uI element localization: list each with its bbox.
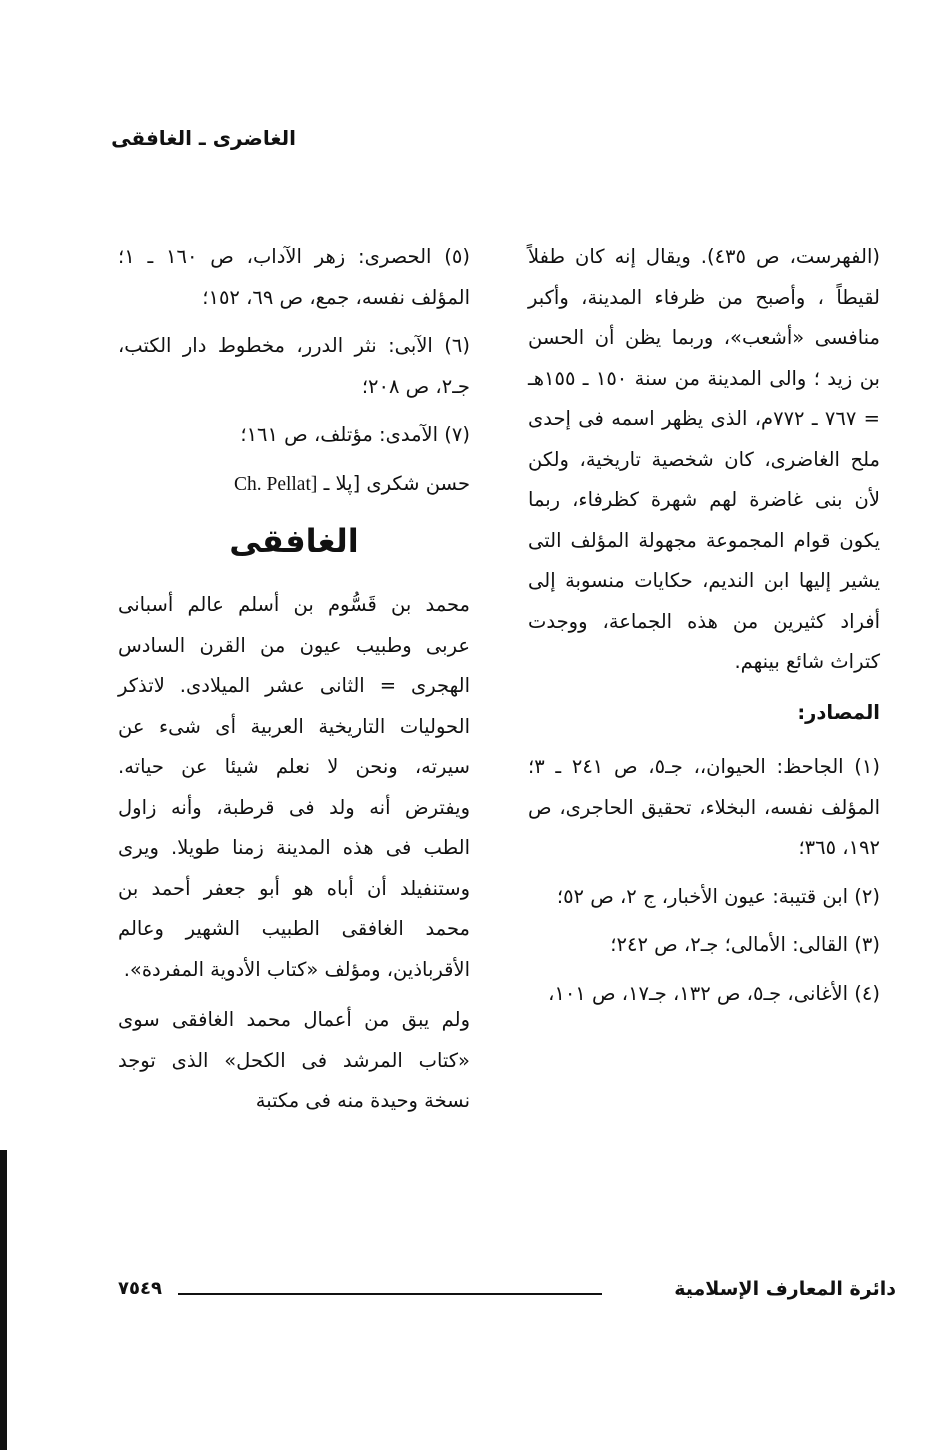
page-number: ٧٥٤٩	[118, 1278, 162, 1299]
source-entry: (٣) القالى: الأمالى؛ جـ٢، ص ٢٤٢؛	[610, 933, 880, 956]
footer-rule	[178, 1293, 602, 1295]
source-entry: (٥) الحصرى: زهر الآداب، ص ١٦٠ ـ ١؛ المؤلف نفسه، جمع، ص ٦٩، ١٥٢؛	[118, 245, 470, 309]
right-column	[528, 237, 880, 1022]
source-entry: (٦) الآبى: نثر الدرر، مخطوط دار الكتب، جـ٢، ص ٢٠٨؛	[118, 334, 470, 398]
signature-latin: Ch. Pellat]	[233, 473, 318, 495]
article-paragraph: محمد بن قَسُّوم بن أسلم عالم أسبانى عربى وطبيب عيون من القرن السادس الهجرى = الثانى عشر الميلادى. لاتذكر الحوليات التاريخية العربية أى شىء عن سيرته، ونحن لا نعلم شيئا عن حياته. ويفترض أنه ولد فى قرطبة، وأنه زاول الطب فى هذه المدينة زمنا طويلا. ويرى وستنفيلد أن أباه هو أبو جعفر أحمد بن محمد الغافقى الطبيب الشهير وعالم الأقرباذين، ومؤلف «كتاب الأدوية المفردة».	[118, 593, 470, 981]
signature-arabic: حسن شكرى [پلا ـ	[323, 471, 470, 495]
running-head: الغاضرى ـ الغافقى	[111, 126, 296, 150]
source-entry: (١) الجاحظ: الحيوان،، جـ٥، ص ٢٤١ ـ ٣؛ المؤلف نفسه، البخلاء، تحقيق الحاجرى، ص ١٩٢، ٣٦٥؛	[528, 755, 880, 859]
scan-edge-mark	[0, 1150, 7, 1450]
author-signature	[118, 464, 470, 506]
body-paragraph: (الفهرست، ص ٤٣٥). ويقال إنه كان طفلاً لقيطاً ، وأصبح من ظرفاء المدينة، وأكبر منافسى «أشعب»، وربما يظن أن الحسن بن زيد ؛ والى المدينة من سنة ١٥٠ ـ ١٥٥هـ = ٧٦٧ ـ ٧٧٢م، الذى يظهر اسمه فى إحدى ملح الغاضرى، كان شخصية تاريخية، ولكن لأن بنى غاضرة لهم شهرة كظرفاء، ربما يكون قوام المجموعة مجهولة المؤلف التى يشير إليها ابن النديم، حكايات منسوبة إلى أفراد كثيرين من هذه الجماعة، ووجدت كتراث شائع بينهم.	[528, 245, 880, 673]
article-paragraph: ولم يبق من أعمال محمد الغافقى سوى «كتاب المرشد فى الكحل» الذى توجد نسخة وحيدة منه فى مكتبة	[118, 1008, 470, 1112]
article-title: الغافقى	[229, 522, 359, 560]
page-footer	[118, 1278, 896, 1308]
left-column	[118, 237, 470, 1132]
source-entry: (٧) الآمدى: مؤتلف، ص ١٦١؛	[240, 423, 470, 446]
source-entry: (٢) ابن قتيبة: عيون الأخبار، ج ٢، ص ٥٢؛	[556, 884, 880, 908]
source-entry: (٤) الأغانى، جـ٥، ص ١٣٢، جـ١٧، ص ١٠١،	[548, 981, 880, 1005]
footer-publication: دائرة المعارف الإسلامية	[674, 1278, 896, 1300]
sources-heading: المصادر:	[797, 700, 880, 724]
